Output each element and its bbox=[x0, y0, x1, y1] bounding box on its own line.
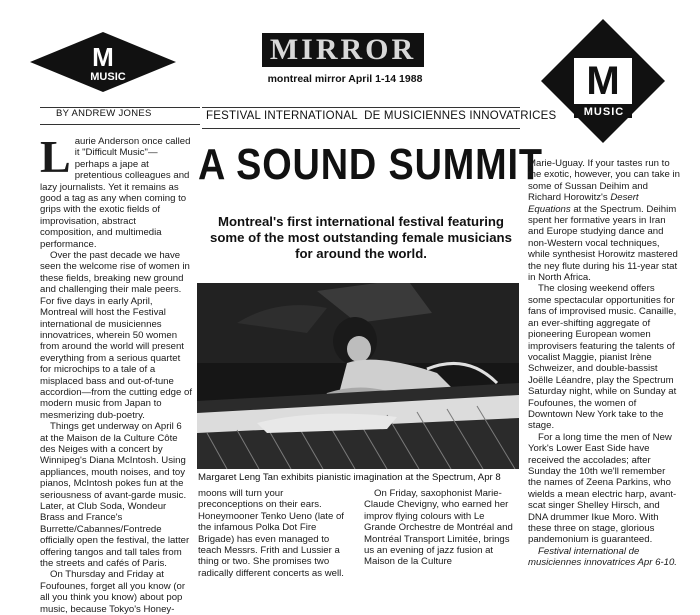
paragraph: On Friday, saxophonist Marie-Claude Chevigny, who earned her improv flying colours with Le Grande Orchestre de Montréal and Montréal Transport Limitée, brings us an evening of jazz fusion at Maison de la Culture bbox=[364, 488, 513, 568]
badge-word: MUSIC bbox=[90, 71, 126, 83]
issue-line: montreal mirror April 1-14 1988 bbox=[267, 73, 423, 85]
badge-letter: M bbox=[92, 42, 114, 72]
byline: BY ANDREW JONES bbox=[56, 108, 152, 119]
festival-kicker: FESTIVAL INTERNATIONAL DE MUSICIENNES INNOVATRICES bbox=[206, 110, 557, 122]
paragraph: Things get underway on April 6 at the Maison de la Culture Côte des Neiges with a concert by Winnipeg's Diana McIntosh. Using appliances, mouth noises, and toy pianos, McIntosh pokes fun at the seriousness of avant-garde music. Later, at Club Soda, Wondeur Brass and France's Burrette/Cabannes/Fontrede officially open the festival, the latter offering tangos and tall tales from the streets and cafés of Paris. bbox=[40, 421, 190, 570]
masthead-logo bbox=[262, 33, 424, 67]
performer-photo bbox=[197, 283, 519, 469]
masthead-logo-text: MIRROR bbox=[269, 33, 417, 66]
paragraph: Festival international de musiciennes innovatrices Apr 6-10. bbox=[528, 545, 677, 569]
music-section-badge-left bbox=[28, 30, 178, 94]
paragraph: For a long time the men of New York's Lower East Side have received the accolades; after Sunday the 10th we'll remember the names of Zeena Parkins, who wields a mean electric harp, avant-scat singer Shelley Hirsch, and DNA drummer Ikue Moro. With these three on stage, glorious pandemonium is guaranteed. bbox=[528, 431, 677, 546]
paragraph: Marie-Uguay. If your tastes run to the exotic, however, you can take in some of Sussan Deihim and Richard Horowitz's Desert Equations at the Spectrum. Deihim spent her formative years in Iran and Europe studying dance and non-Western vocal techniques, while synthesist Horowitz mastered the ney flute during his 11-year stat in North Africa. bbox=[528, 158, 680, 284]
photo-caption: Margaret Leng Tan exhibits pianistic imagination at the Spectrum, Apr 8 bbox=[198, 472, 501, 483]
article-column-4 bbox=[528, 158, 680, 569]
badge-word: MUSIC bbox=[583, 106, 625, 118]
paragraph: aurie Anderson once called it "Difficult Music"—perhaps a jape at pretentious colleagues and lazy journalists. Yet it remains as good a tag as any when coming to grips with the exotic fields of improvisation, abstract composition, and multimedia performance. bbox=[40, 136, 191, 250]
drop-cap: L bbox=[40, 131, 71, 182]
headline: A SOUND SUMMIT bbox=[198, 140, 543, 189]
article-column-1 bbox=[40, 131, 192, 615]
paragraph: The closing weekend offers some spectacular opportunities for fans of improvised music. Canaille, an ever-shifting aggregate of pioneering European women improvisers featuring the talents of vocalist Maggie, pianist Irène Schweizer, and double-bassist Joëlle Léandre, play the Spectrum Saturday night, while on Sunday at Foufounes, the women of Downtown New York take to the stage. bbox=[528, 283, 677, 432]
paragraph: On Thursday and Friday at Foufounes, forget all you know (or all you think you know) about pop music, because Tokyo's Honey- bbox=[40, 569, 186, 615]
paragraph: Over the past decade we have seen the welcome rise of women in these fields, breaking new ground and challenging their male peers. For five days in early April, Montreal will host the Festival international de musiciennes innovatrices, wherein 50 women from around the world will present everything from a serious quartet for microchips to a tale of a misplaced bass and out-of-tune accordion—from the cutting edge of modern music from Japan to mesmerizing dub-poetry. bbox=[40, 250, 192, 421]
badge-letter: M bbox=[586, 59, 620, 103]
article-column-2 bbox=[198, 488, 348, 579]
paragraph: moons will turn your preconceptions on their ears. Honeymooner Tenko Ueno (late of the infamous Polka Dot Fire Brigade) has even managed to teach Messrs. Frith and Lussier a thing or two. She promises two radically different concerts as well. bbox=[198, 488, 344, 579]
music-section-badge-right bbox=[538, 16, 668, 146]
deck-subheadline: Montreal's first international festival featuring some of the most outstanding female musicians for around the world. bbox=[210, 214, 512, 261]
article-column-3 bbox=[364, 488, 516, 568]
